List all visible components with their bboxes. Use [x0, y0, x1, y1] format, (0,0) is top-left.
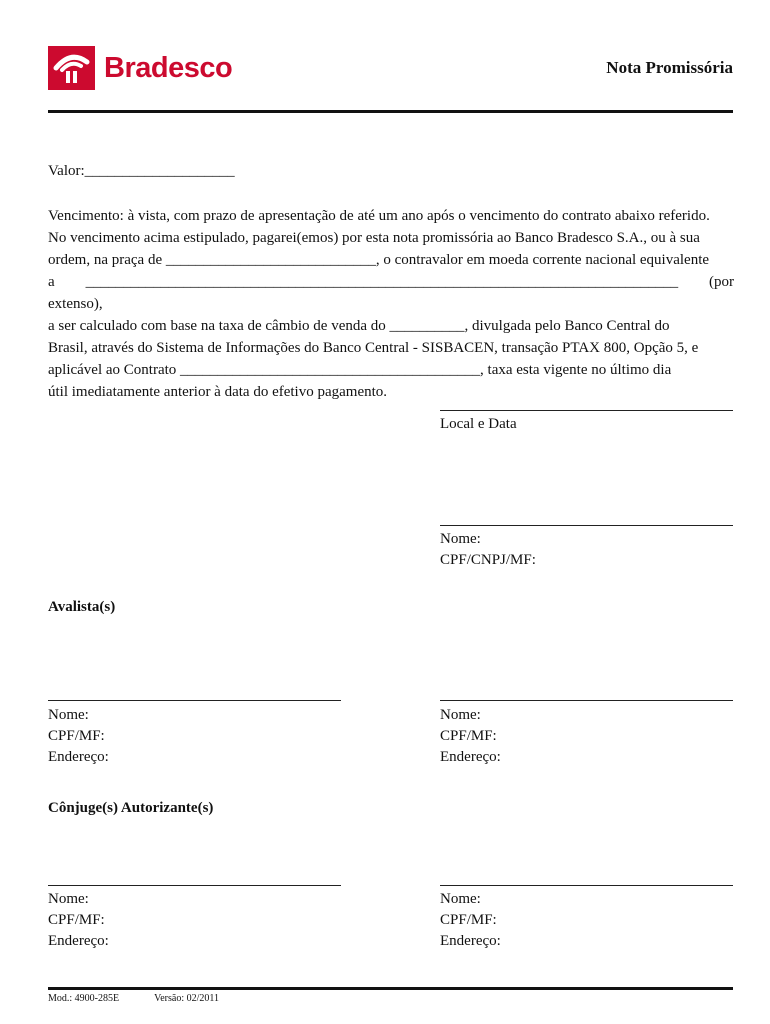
avalista-left-nome: Nome: — [48, 707, 89, 723]
paragraph-line: a _______________________________________________________________________________ (por extenso), — [48, 274, 734, 312]
avalista-right-signature-line — [440, 700, 733, 701]
local-data-label: Local e Data — [440, 416, 517, 432]
promissory-text — [48, 205, 734, 403]
model-number: Mod.: 4900-285E — [48, 993, 120, 1004]
paragraph-line: a ser calculado com base na taxa de câmbio de venda do __________, divulgada pelo Banco Central do — [48, 318, 670, 334]
local-data-line — [440, 410, 733, 411]
conjuge-left-cpf: CPF/MF: — [48, 912, 105, 928]
paragraph-line: Vencimento: à vista, com prazo de apresentação de até um ano após o vencimento do contrato abaixo referido. — [48, 208, 710, 224]
paragraph-line: Brasil, através do Sistema de Informações do Banco Central - SISBACEN, transação PTAX 800, Opção 5, e — [48, 340, 699, 356]
document-title: Nota Promissória — [606, 58, 733, 77]
avalista-left-signature-line — [48, 700, 341, 701]
header-divider — [48, 110, 733, 113]
paragraph-line: aplicável ao Contrato ________________________________________, taxa esta vigente no último dia — [48, 362, 672, 378]
conjuges-heading: Cônjuge(s) Autorizante(s) — [48, 800, 214, 816]
footer-divider — [48, 987, 733, 990]
conjuge-right-cpf: CPF/MF: — [440, 912, 497, 928]
brand-name: Bradesco — [104, 52, 233, 84]
avalista-left-cpf: CPF/MF: — [48, 728, 105, 744]
conjuge-left-endereco: Endereço: — [48, 933, 109, 949]
footer — [48, 992, 219, 1006]
conjuge-right-nome: Nome: — [440, 891, 481, 907]
avalista-right-cpf: CPF/MF: — [440, 728, 497, 744]
avalista-right-endereco: Endereço: — [440, 749, 501, 765]
avalistas-heading: Avalista(s) — [48, 599, 116, 615]
paragraph-line: útil imediatamente anterior à data do efetivo pagamento. — [48, 384, 388, 400]
bradesco-logo-icon — [48, 46, 95, 90]
emitente-nome-label: Nome: — [440, 531, 481, 547]
avalista-left-endereco: Endereço: — [48, 749, 109, 765]
avalista-right-nome: Nome: — [440, 707, 481, 723]
paragraph-line: No vencimento acima estipulado, pagarei(emos) por esta nota promissória ao Banco Bradesco S.A., ou à sua — [48, 230, 700, 246]
paragraph-line: ordem, na praça de ____________________________, o contravalor em moeda corrente nacional equivalente — [48, 252, 710, 268]
valor-field: Valor:____________________ — [48, 163, 235, 179]
conjuge-right-signature-line — [440, 885, 733, 886]
conjuge-left-nome: Nome: — [48, 891, 89, 907]
conjuge-right-endereco: Endereço: — [440, 933, 501, 949]
emitente-cpf-cnpj-label: CPF/CNPJ/MF: — [440, 552, 536, 568]
conjuge-left-signature-line — [48, 885, 341, 886]
version-label: Versão: 02/2011 — [154, 993, 220, 1004]
emitente-signature-line — [440, 525, 733, 526]
